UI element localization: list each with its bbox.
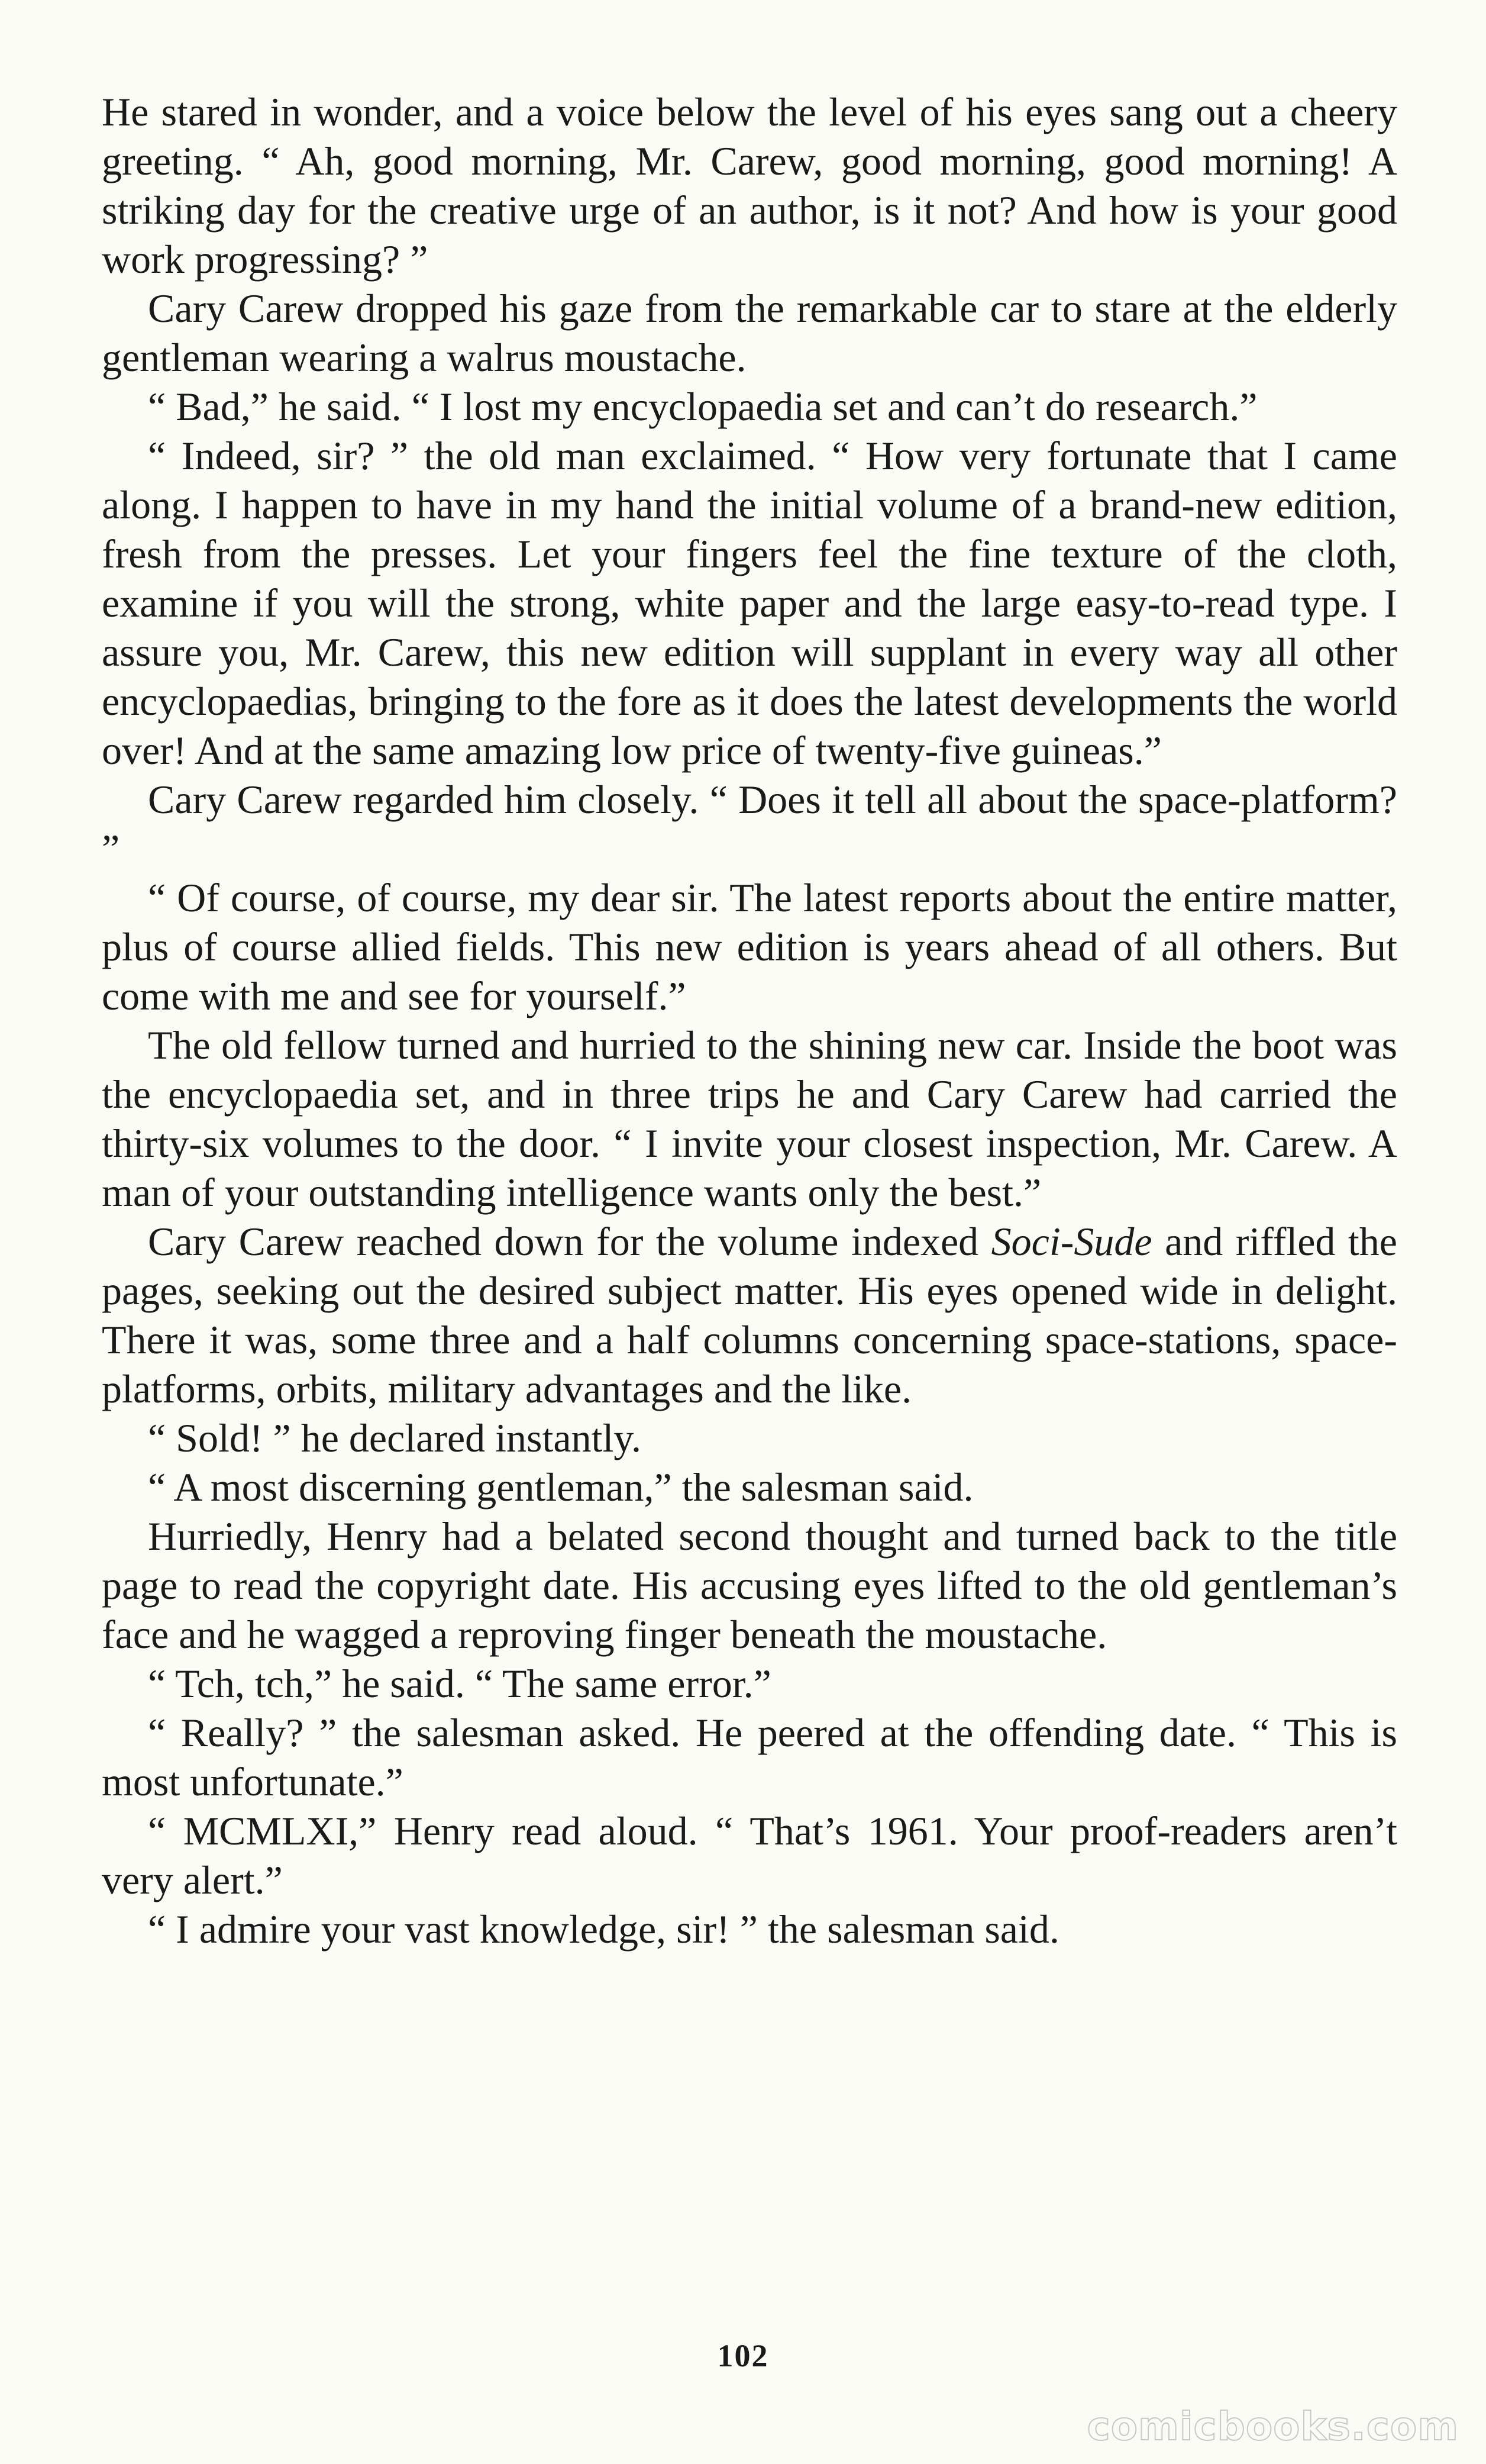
paragraph-15: “ I admire your vast knowledge, sir! ” the salesman said. [148, 1907, 1059, 1952]
watermark-logo: comicbooks.com [1087, 2404, 1459, 2449]
paragraph-5: Cary Carew regarded him closely. “ Does it tell all about the space-platform? ” [102, 777, 1397, 871]
paragraph-13: “ Really? ” the salesman asked. He peered at the offending date. “ This is most unfortunate.” [102, 1710, 1397, 1804]
paragraph-14: “ MCMLXI,” Henry read aloud. “ That’s 1961. Your proof-readers aren’t very alert.” [102, 1808, 1397, 1902]
paragraph-4: “ Indeed, sir? ” the old man exclaimed. “ How very fortunate that I came along. I happen to have in my hand the initial volume of a brand-new edition, fresh from the presses. Let your fingers feel the fine texture of the cloth, examine if you will the strong, white paper and the large easy-to-read type. I assure you, Mr. Carew, this new edition will supplant in every way all other encyclopaedias, bringing to the fore as it does the latest developments the world over! And at the same amazing low price of twenty-five guineas.” [102, 433, 1397, 773]
paragraph-12: “ Tch, tch,” he said. “ The same error.” [148, 1661, 771, 1706]
page-number: 102 [717, 2338, 769, 2373]
volume-index-italic: Soci-Sude [991, 1219, 1152, 1264]
paragraph-1: He stared in wonder, and a voice below the level of his eyes sang out a cheery greeting. “ Ah, good morning, Mr. Carew, good morning, good morning! A striking day for the creative urge of an author, is it not? And how is your good work progressing? ” [102, 89, 1397, 282]
body-text [102, 88, 1397, 1954]
paragraph-10: “ A most discerning gentleman,” the salesman said. [148, 1465, 974, 1510]
paragraph-2: Cary Carew dropped his gaze from the remarkable car to stare at the elderly gentleman wearing a walrus moustache. [102, 286, 1397, 380]
paragraph-7: The old fellow turned and hurried to the shining new car. Inside the boot was the encyclopaedia set, and in three trips he and Cary Carew had carried the thirty-six volumes to the door. “ I invite your closest inspection, Mr. Carew. A man of your outstanding intelligence wants only the best.” [102, 1023, 1397, 1215]
paragraph-8 [102, 1217, 1397, 1414]
paragraph-11: Hurriedly, Henry had a belated second thought and turned back to the title page to read the copyright date. His accusing eyes lifted to the old gentleman’s face and he wagged a reproving finger beneath the moustache. [102, 1514, 1397, 1657]
paragraph-8-after: and riffled the pages, seeking out the desired subject matter. His eyes opened wide in delight. There it was, some three and a half columns concerning space-stations, space-platforms, orbits, military advantages and the like. [102, 1219, 1397, 1411]
paragraph-8-before: Cary Carew reached down for the volume indexed [148, 1219, 991, 1264]
paragraph-3: “ Bad,” he said. “ I lost my encyclopaedia set and can’t do research.” [148, 384, 1258, 429]
paragraph-9: “ Sold! ” he declared instantly. [148, 1415, 641, 1460]
paragraph-6: “ Of course, of course, my dear sir. The latest reports about the entire matter, plus of course allied fields. This new edition is years ahead of all others. But come with me and see for yourself.” [102, 875, 1397, 1018]
